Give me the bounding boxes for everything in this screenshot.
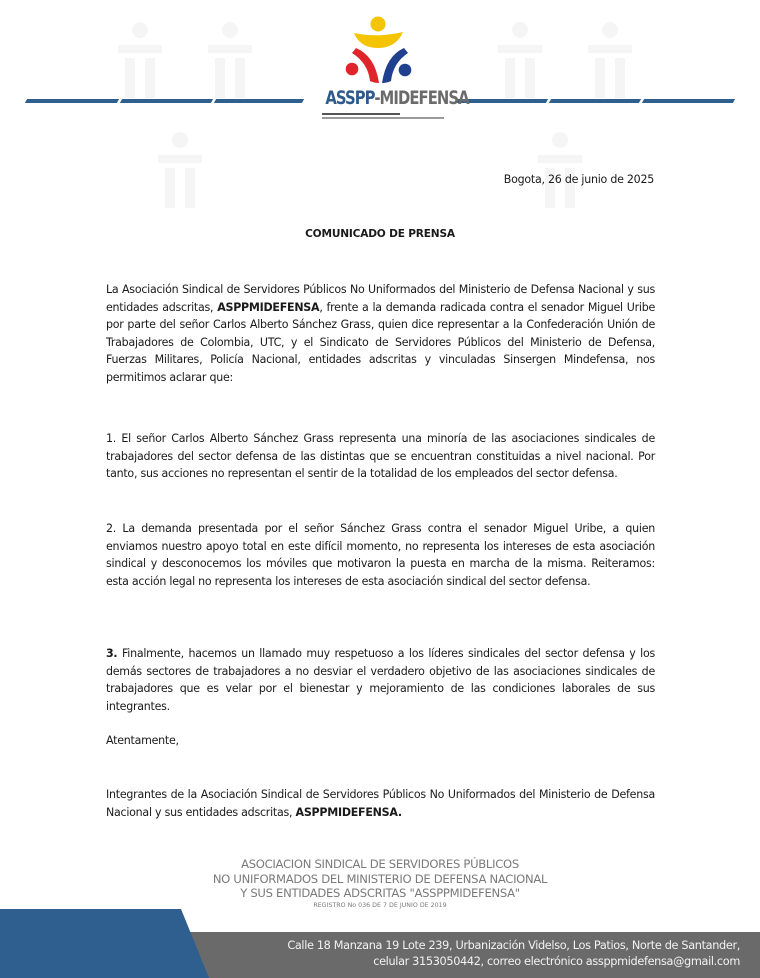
document-date: Bogota, 26 de junio de 2025 bbox=[503, 173, 654, 186]
header-line-right-2 bbox=[549, 99, 641, 103]
footer-contact-line: celular 3153050442, correo electrónico assppmidefensa@gmail.com bbox=[373, 955, 740, 968]
point-3-number: 3. bbox=[106, 647, 118, 660]
closing-salutation: Atentamente, bbox=[106, 734, 179, 747]
intro-text-end: , frente a la demanda radicada contra el senador Miguel Uribe por parte del señor Carlos Alberto Sánchez Grass, quien dice representar a la Confederación Unión de Trabajadores de Colombia, UTC, y el Sindicato de Servidores Públicos del Ministerio de Defensa, Fuerzas Militares, Policía Nacional, entidades adscritas y vinculadas Sinsergen Mindefensa, nos permitimos aclarar que: bbox=[106, 300, 655, 384]
signature-org-acronym: ASPPMIDEFENSA. bbox=[295, 805, 402, 819]
signature-paragraph bbox=[106, 786, 655, 821]
header-line-left-2 bbox=[120, 99, 213, 103]
header-line-left-1 bbox=[25, 99, 119, 103]
logo-tagline bbox=[318, 112, 448, 121]
intro-paragraph bbox=[106, 281, 655, 386]
logo-yellow-arms bbox=[354, 32, 403, 48]
document-title: COMUNICADO DE PRENSA bbox=[305, 228, 455, 240]
point-2-paragraph: 2. La demanda presentada por el señor Sánchez Grass contra el senador Miguel Uribe, a quien enviamos nuestro apoyo total en este difícil momento, no representa los intereses de esta asociación sindical y desconocemos los móviles que motivaron la puesta en marcha de la misma. Reiteramos: esta acción legal no representa los intereses de esta asociación sindical del sector defensa. bbox=[106, 522, 655, 588]
footer-address-line-1: Calle 18 Manzana 19 Lote 239, Urbanización Videlso, Los Patios, Norte de Santander, bbox=[287, 939, 740, 952]
wordmark-asspp: ASSPP bbox=[325, 87, 375, 109]
footer-org-line-3: Y SUS ENTIDADES ADSCRITAS "ASSPPMIDEFENSA" bbox=[240, 886, 520, 900]
point-3-paragraph bbox=[106, 645, 655, 715]
logo-yellow-head bbox=[371, 17, 386, 32]
header-line-right-3 bbox=[642, 99, 735, 103]
wordmark-midefensa: -MIDEFENSA bbox=[374, 87, 469, 109]
footer-org-name bbox=[160, 857, 600, 910]
logo-wordmark bbox=[325, 86, 469, 110]
footer-registry: REGISTRO No 036 DE 7 DE JUNIO DE 2019 bbox=[313, 901, 447, 909]
logo-red-dot bbox=[346, 63, 359, 76]
footer-blue-shape bbox=[0, 909, 210, 978]
point-1-paragraph: 1. El señor Carlos Alberto Sánchez Grass representa una minoría de las asociaciones sindicales de trabajadores del sector defensa de las distintas que se encuentran constituidas a nivel nacional. Por tanto, sus acciones no representan el sentir de la totalidad de los empleados del sector defensa. bbox=[106, 432, 655, 480]
footer-org-line-2: NO UNIFORMADOS DEL MINISTERIO DE DEFENSA NACIONAL bbox=[212, 871, 548, 886]
footer-address bbox=[200, 938, 740, 970]
footer-org-line-1: ASOCIACION SINDICAL DE SERVIDORES PÚBLICOS bbox=[241, 857, 519, 871]
header-line-left-3 bbox=[214, 99, 304, 103]
logo-blue-dot bbox=[399, 64, 412, 77]
asspp-logo-emblem bbox=[330, 8, 430, 90]
intro-text-start: La Asociación Sindical de Servidores Públicos No Uniformados del Ministerio de Defensa Nacional y sus entidades adscritas, bbox=[106, 283, 655, 314]
point-3-text: Finalmente, hacemos un llamado muy respetuoso a los líderes sindicales del sector defensa y los demás sectores de trabajadores a no desviar el verdadero objetivo de las asociaciones sindicales de trabajadores que es velar por el bienestar y mejoramiento de las condiciones laborales de sus integrantes. bbox=[106, 647, 655, 713]
signature-text: Integrantes de la Asociación Sindical de Servidores Públicos No Uniformados del Ministerio de Defensa Nacional y sus entidades adscritas, bbox=[106, 788, 655, 819]
intro-org-acronym: ASPPMIDEFENSA bbox=[217, 300, 320, 314]
